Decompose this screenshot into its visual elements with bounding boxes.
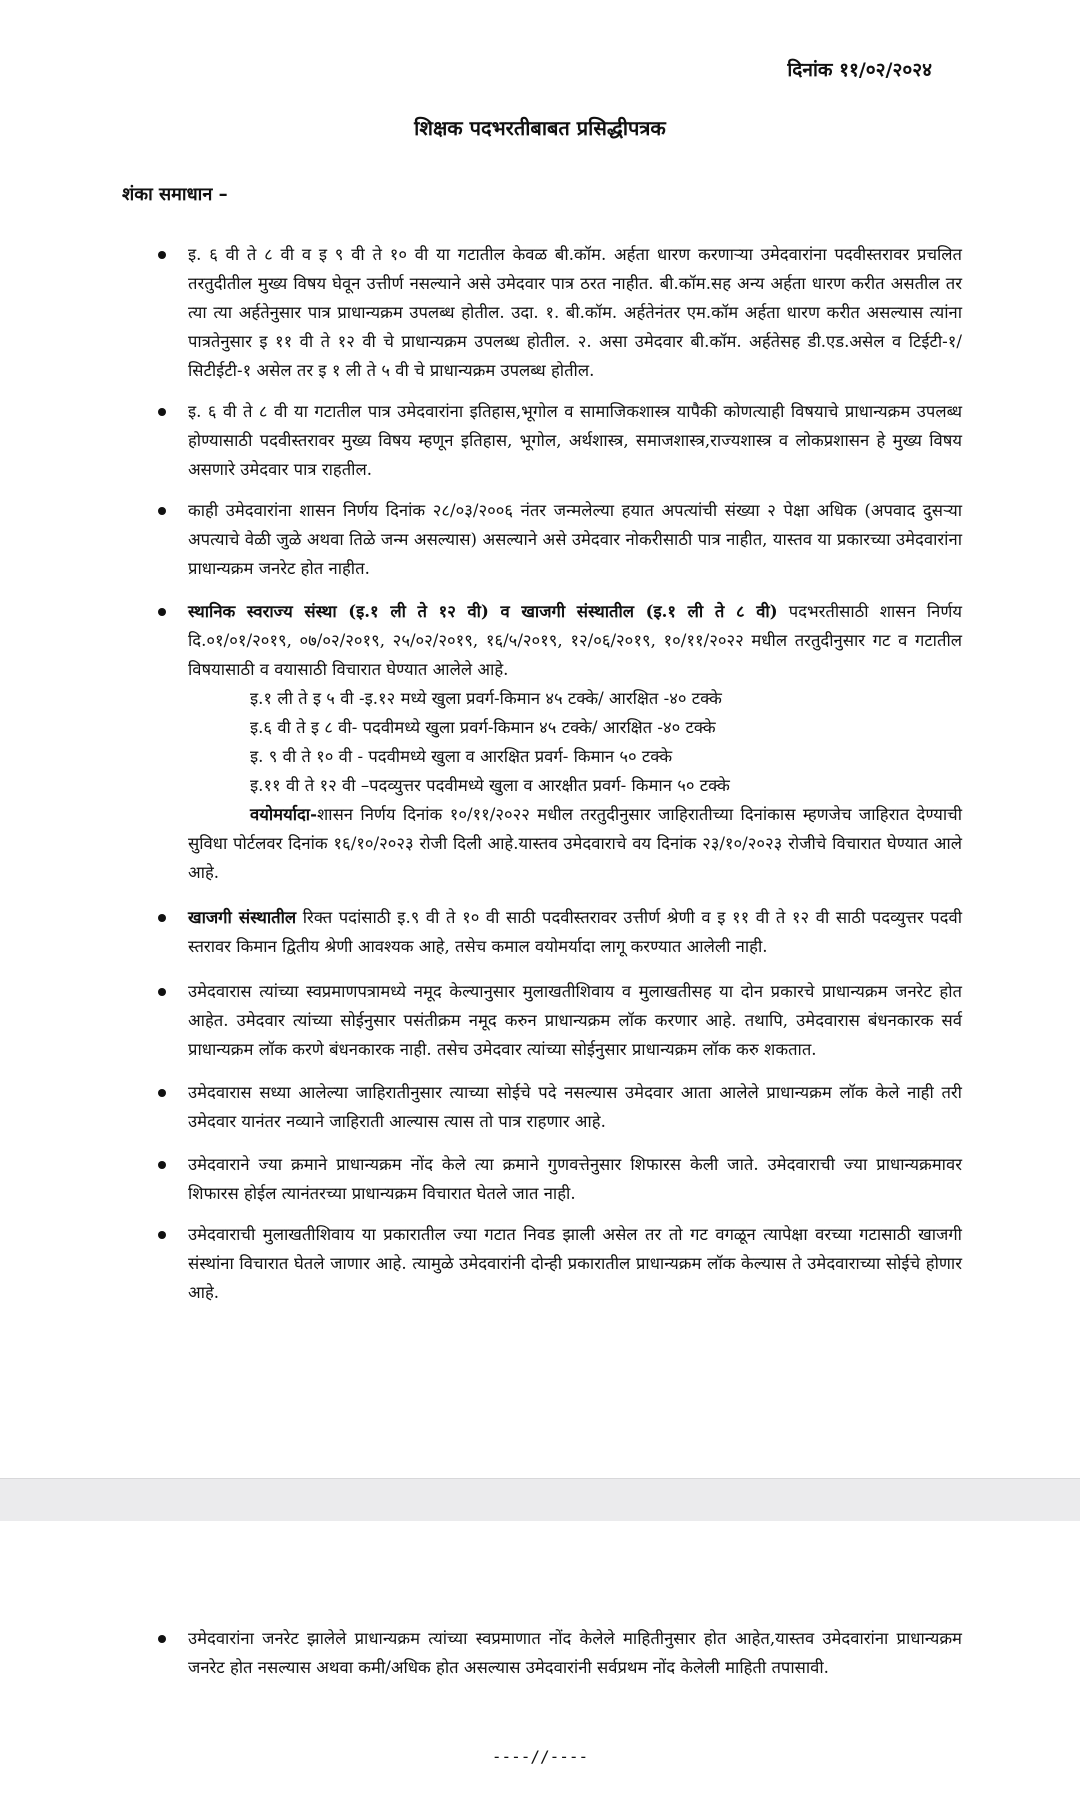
bullet-icon — [158, 914, 166, 922]
list-item — [150, 597, 962, 887]
document-title: शिक्षक पदभरतीबाबत प्रसिद्धीपत्रक — [414, 116, 666, 140]
item-text: इ. ६ वी ते ८ वी व इ ९ वी ते १० वी या गटातील केवळ बी.कॉम. अर्हता धारण करणाऱ्या उमेदवारांना पदवीस्तरावर प्रचलित तरतुदीतील मुख्य विषय घेवून उत्तीर्ण नसल्याने असे उमेदवार पात्र ठरत नाहीत. बी.कॉम.सह अन्य अर्हता धारण करीत असतील तर त्या त्या अर्हतेनुसार पात्र प्राधान्यक्रम उपलब्ध होतील. उदा. १. बी.कॉम. अर्हतेनंतर एम.कॉम अर्हता धारण करीत असल्यास त्यांना पात्रतेनुसार इ ११ वी ते १२ वी चे प्राधान्यक्रम उपलब्ध होतील. २. असा उमेदवार बी.कॉम. अर्हतेसह डी.एड.असेल व टिईटी-१/सिटीईटी-१ असेल तर इ १ ली ते ५ वी चे प्राधान्यक्रम उपलब्ध होतील. — [188, 245, 962, 380]
bullet-list — [150, 240, 962, 1307]
list-item — [150, 397, 962, 484]
bullet-icon — [158, 608, 166, 616]
bullet-icon — [158, 988, 166, 996]
list-item — [150, 240, 962, 385]
item-text: उमेदवारास त्यांच्या स्वप्रमाणपत्रामध्ये नमूद केल्यानुसार मुलाखतीशिवाय व मुलाखतीसह या दोन प्रकारचे प्राधान्यक्रम जनरेट होत आहेत. उमेदवार त्यांच्या सोईनुसार पसंतीक्रम नमूद करुन प्राधान्यक्रम लॉक करणार आहे. तथापि, उमेदवारास बंधनकारक सर्व प्राधान्यक्रम लॉक करणे बंधनकारक नाही. तसेच उमेदवार त्यांच्या सोईनुसार प्राधान्यक्रम लॉक करु शकतात. — [188, 982, 962, 1059]
bullet-list — [150, 1624, 962, 1682]
bullet-icon — [158, 1231, 166, 1239]
item-text: उमेदवाराची मुलाखतीशिवाय या प्रकारातील ज्या गटात निवड झाली असेल तर तो गट वगळून त्यापेक्षा वरच्या गटासाठी खाजगी संस्थांना विचारात घेतले जाणार आहे. त्यामुळे उमेदवारांनी दोन्ही प्रकारातील प्राधान्यक्रम लॉक केल्यास ते उमेदवाराच्या सोईचे होणार आहे. — [188, 1225, 962, 1302]
list-item — [150, 1624, 962, 1682]
bullet-icon — [158, 408, 166, 416]
age-limit-label: वयोमर्यादा- — [250, 804, 317, 824]
list-item — [150, 977, 962, 1064]
page-separator — [0, 1478, 1080, 1522]
item-text: उमेदवाराने ज्या क्रमाने प्राधान्यक्रम नोंद केले त्या क्रमाने गुणवत्तेनुसार शिफारस केली जाते. उमेदवाराची ज्या प्राधान्यक्रमावर शिफारस होईल त्यानंतरच्या प्राधान्यक्रम विचारात घेतले जात नाही. — [188, 1155, 962, 1203]
bullet-icon — [158, 1635, 166, 1643]
list-item — [150, 1150, 962, 1208]
bullet-icon — [158, 1161, 166, 1169]
item-bold-heading: स्थानिक स्वराज्य संस्था (इ.१ ली ते १२ वी) व खाजगी संस्थातील (इ.१ ली ते ८ वी) — [188, 601, 778, 621]
bullet-icon — [158, 507, 166, 515]
item-text: उमेदवारास सध्या आलेल्या जाहिरातीनुसार त्याच्या सोईचे पदे नसल्यास उमेदवार आता आलेले प्राधान्यक्रम लॉक केले नाही तरी उमेदवार यानंतर नव्याने जाहिराती आल्यास त्यास तो पात्र राहणार आहे. — [188, 1083, 962, 1131]
document-page-2 — [0, 1521, 1080, 1813]
item-text: उमेदवारांना जनरेट झालेले प्राधान्यक्रम त्यांच्या स्वप्रमाणात नोंद केलेले माहितीनुसार होत आहेत,यास्तव उमेदवारांना प्राधान्यक्रम जनरेट होत नसल्यास अथवा कमी/अधिक होत असल्यास उमेदवारांनी सर्वप्रथम नोंद केलेली माहिती तपासावी. — [188, 1629, 962, 1677]
item-text: इ. ६ वी ते ८ वी या गटातील पात्र उमेदवारांना इतिहास,भूगोल व सामाजिकशास्त्र यापैकी कोणत्याही विषयाचे प्राधान्यक्रम उपलब्ध होण्यासाठी पदवीस्तरावर मुख्य विषय म्हणून इतिहास, भूगोल, अर्थशास्त्र, समाजशास्त्र,राज्यशास्त्र व लोकप्रशासन हे मुख्य विषय असणारे उमेदवार पात्र राहतील. — [188, 402, 962, 479]
eligibility-line: इ.१ ली ते इ ५ वी -इ.१२ मध्ये खुला प्रवर्ग-किमान ४५ टक्के/ आरक्षित -४० टक्के — [250, 689, 722, 708]
item-text: रिक्त पदांसाठी इ.९ वी ते १० वी साठी पदवीस्तरावर उत्तीर्ण श्रेणी व इ ११ वी ते १२ वी साठी पदव्युत्तर पदवी स्तरावर किमान द्वितीय श्रेणी आवश्यक आहे, तसेच कमाल वयोमर्यादा लागू करण्यात आलेली नाही. — [188, 908, 962, 956]
item-bold-heading: खाजगी संस्थातील — [188, 907, 297, 927]
section-label: शंका समाधान – — [122, 184, 228, 205]
age-limit-text: शासन निर्णय दिनांक १०/११/२०२२ मधील तरतुदीनुसार जाहिरातीच्या दिनांकास म्हणजेच जाहिरात देण्याची सुविधा पोर्टलवर दिनांक १६/१०/२०२३ रोजी दिली आहे.यास्तव उमेदवाराचे वय दिनांक २३/१०/२०२३ रोजीचे विचारात घेण्यात आले आहे. — [188, 805, 962, 882]
eligibility-line: इ.६ वी ते इ ८ वी- पदवीमध्ये खुला प्रवर्ग-किमान ४५ टक्के/ आरक्षित -४० टक्के — [250, 718, 716, 737]
document-date: दिनांक ११/०२/२०२४ — [787, 59, 932, 81]
end-mark: ----//---- — [491, 1747, 589, 1766]
item-text: काही उमेदवारांना शासन निर्णय दिनांक २८/०३/२००६ नंतर जन्मलेल्या हयात अपत्यांची संख्या २ पेक्षा अधिक (अपवाद दुसऱ्या अपत्याचे वेळी जुळे अथवा तिळे जन्म असल्यास) असल्याने असे उमेदवार नोकरीसाठी पात्र नाहीत, यास्तव या प्रकारच्या उमेदवारांना प्राधान्यक्रम जनरेट होत नाहीत. — [188, 501, 962, 578]
list-item — [150, 1220, 962, 1307]
list-item — [150, 903, 962, 961]
eligibility-line: इ.११ वी ते १२ वी –पदव्युत्तर पदवीमध्ये खुला व आरक्षीत प्रवर्ग- किमान ५० टक्के — [250, 776, 730, 795]
eligibility-line: इ. ९ वी ते १० वी - पदवीमध्ये खुला व आरक्षित प्रवर्ग- किमान ५० टक्के — [250, 747, 673, 766]
bullet-icon — [158, 1089, 166, 1097]
list-item — [150, 496, 962, 583]
age-limit-paragraph — [188, 800, 962, 887]
item-text: पदभरतीसाठी शासन निर्णय दि.०१/०१/२०१९, ०७/०२/२०१९, २५/०२/२०१९, १६/५/२०१९, १२/०६/२०१९, १०/११/२०२२ मधील तरतुदीनुसार गट व गटातील विषयासाठी व वयासाठी विचारात घेण्यात आलेले आहे. — [188, 602, 962, 679]
list-item — [150, 1078, 962, 1136]
bullet-icon — [158, 251, 166, 259]
